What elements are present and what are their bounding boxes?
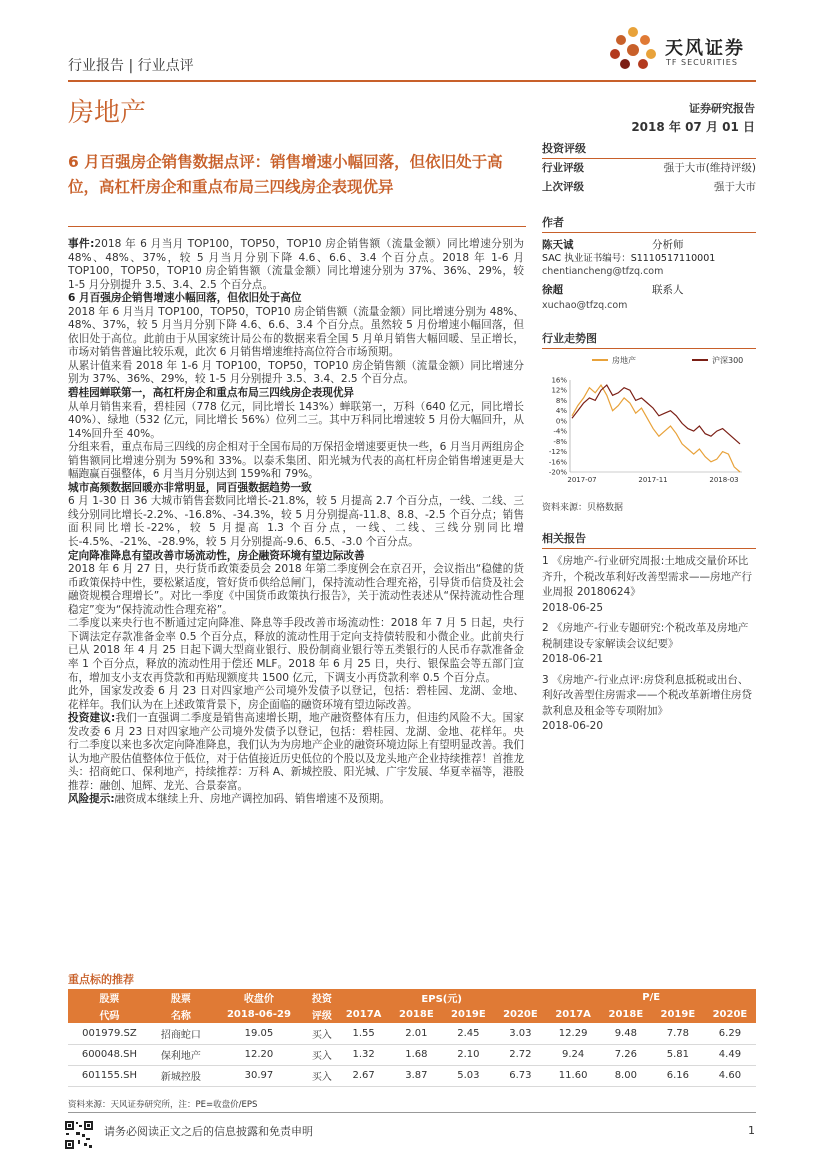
headline-divider: [68, 226, 526, 227]
footer-divider: [68, 1112, 756, 1113]
rating-current: 行业评级 强于大市(维持评级): [542, 162, 756, 174]
y-tick-label: -16%: [548, 458, 567, 467]
table-header-row: 代码 名称 2018-06-29 评级 2017A 2018E 2019E 2020E 2017A 2018E 2019E 2020E: [68, 1006, 756, 1023]
report-label: 证券研究报告: [689, 102, 755, 115]
body-paragraph: 分组来看，重点布局三四线的房企相对于全国布局的万保招金增速要更快一些，6 月当月两组房企销售额同比增速分别为 59%和 33%。以泰禾集团、阳光城为代表的高杠杆房企销售增速更是大幅跑赢百强整体，6 月当月分别达到 159%和 79%。: [68, 441, 524, 481]
rating-previous: 上次评级 强于大市: [542, 181, 756, 193]
brand-sub: TF SECURITIES: [666, 58, 738, 67]
body-text: [68, 238, 524, 807]
table-header-row: 股票 股票 收盘价 投资 EPS(元) P/E: [68, 989, 756, 1006]
footer-disclaimer: 请务必阅读正文之后的信息披露和免责申明: [104, 1125, 313, 1138]
brand-name: 天风证券: [665, 38, 745, 59]
chart-source: 资料来源：贝格数据: [542, 503, 624, 513]
legend-label: 沪深300: [712, 356, 744, 365]
headline: 6 月百强房企销售数据点评：销售增速小幅回落，但依旧处于高位，高杠杆房企和重点布局三四线房企表现优异: [68, 153, 503, 196]
y-tick-label: -12%: [548, 448, 567, 457]
author-email[interactable]: chentiancheng@tfzq.com: [542, 266, 664, 277]
series-line: [572, 385, 740, 472]
series-line: [572, 385, 740, 444]
table-row: 001979.SZ 招商蛇口 19.05 买入 1.55 2.01 2.45 3.03 12.29 9.48 7.78 6.29: [68, 1023, 756, 1044]
related-title: 相关报告: [542, 530, 756, 549]
report-date: 2018 年 07 月 01 日: [631, 120, 755, 134]
y-tick-label: -8%: [553, 437, 567, 446]
body-subhead: 碧桂园蝉联第一，高杠杆房企和重点布局三四线房企表现优异: [68, 387, 355, 400]
qr-code-icon: [64, 1120, 94, 1150]
body-paragraph: 2018 年 6 月 27 日，央行货币政策委员会 2018 年第二季度例会在京召开，会议指出“稳健的货币政策保持中性，要松紧适度，管好货币供给总闸门，保持流动性合理充裕，引导货币信贷及社会融资规模合理增长”。对比一季度《中国货币政策执行报告》，关于流动性表述从“保持流动性合理稳定”变为“保持流动性合理充裕”。: [68, 563, 524, 616]
author-entry: 陈天诚 分析师 SAC 执业证书编号：S1110517110001 chentiancheng@tfzq.com: [542, 239, 756, 278]
page-number: 1: [748, 1124, 755, 1137]
authors-title: 作者: [542, 214, 756, 233]
related-panel: [542, 530, 756, 735]
body-paragraph: 二季度以来央行也不断通过定向降准、降息等手段改善市场流动性：2018 年 7 月 5 日起，央行下调法定存款准备金率 0.5 个百分点，释放的流动性用于定向支持债转股和小微企业。此前央行已从 2018 年 4 月 25 日起下调大型商业银行、股份制商业银行等五类银行的人民币存款准备金率 1 个百分点，释放的流动性用于偿还 MLF。2018 年 6 月 25 日，央行、银保监会等五部门宣布，增加支小支农再贷款和再贴现额度共 1500 亿元，下调支小再贷款利率 0.5 个百分点。: [68, 617, 524, 684]
body-subhead: 6 月百强房企销售增速小幅回落，但依旧处于高位: [68, 292, 302, 305]
report-type: 行业报告 | 行业点评: [68, 58, 194, 74]
body-paragraph: 此外，国家发改委 6 月 23 日对四家地产公司境外发债予以登记，包括：碧桂园、龙湖、金地、花样年。我们认为在上述政策背景下，房企面临的融资环境有望边际改善。: [68, 685, 524, 711]
trend-chart: [542, 350, 756, 490]
body-paragraph: 从累计值来看 2018 年 1-6 月 TOP100，TOP50，TOP10 房企销售额（流量金额）同比增速分别为 37%、36%、29%，较 1-5 月分别提升 3.5、3.4、2.5 个百分点。: [68, 359, 524, 386]
y-tick-label: 8%: [555, 396, 567, 405]
legend-label: 房地产: [612, 356, 636, 365]
y-tick-label: 12%: [551, 386, 567, 395]
x-tick-label: 2018-03: [709, 476, 739, 484]
y-tick-label: -20%: [548, 468, 567, 477]
industry-title: 房地产: [68, 98, 147, 128]
y-tick-label: 0%: [555, 417, 567, 426]
body-paragraph: 风险提示:融资成本继续上升、房地产调控加码、销售增速不及预期。: [68, 793, 391, 806]
related-report[interactable]: 1 《房地产-行业研究周报:土地成交量价环比齐升，个税改革利好改善型需求——房地产行业周报 20180624》 2018-06-25: [542, 555, 752, 614]
table-row: 601155.SH 新城控股 30.97 买入 2.67 3.87 5.03 6.73 11.60 8.00 6.16 4.60: [68, 1065, 756, 1086]
body-paragraph: 投资建议:我们一直强调二季度是销售高速增长期，地产融资整体有压力，但违约风险不大。国家发改委 6 月 23 日对四家地产公司境外发债予以登记，包括：碧桂园、龙湖、金地、花样年。央行二季度以来也多次定向降准降息，我们认为为房地产企业的融资环境边际上有望明显改善。我们认为地产股估值整体位于低位，对于估值接近历史低位的个股以及龙头地产企业持续推荐！首推龙头：招商蛇口、保利地产，持续推荐：万科 A、新城控股、阳光城、广宇发展、华夏幸福等，港股推荐：融创、旭辉、龙光、合景泰富。: [68, 712, 524, 792]
author-email[interactable]: xuchao@tfzq.com: [542, 300, 628, 311]
table-title: 重点标的推荐: [68, 973, 134, 986]
related-report[interactable]: 3 《房地产-行业点评:房贷利息抵税或出台、利好改善型住房需求——个税改革新增住房贷款利息及租金等专项附加》 2018-06-20: [542, 673, 752, 732]
body-subhead: 定向降准降息有望改善市场流动性，房企融资环境有望边际改善: [68, 549, 365, 562]
author-entry: 徐超 联系人 xuchao@tfzq.com: [542, 282, 756, 314]
related-report[interactable]: 2 《房地产-行业专题研究:个税改革及房地产税制建设专家解读会议纪要》 2018-06-21: [542, 622, 749, 665]
x-tick-label: 2017-11: [638, 476, 668, 484]
body-paragraph: 6 月 1-30 日 36 大城市销售套数同比增长-21.8%，较 5 月提高 2.7 个百分点，一线、二线、三线分别同比增长-2.2%、-16.8%、-34.3%，较 5 月分别提高-11.8、8.8、-2.5 个百分点；销售面积同比增长-22%，较 5 月提高 1.3 个百分点，一线、二线、三线分别同比增长-4.5%、-21%、-28.9%，较 5 月分别提高-9.6、6.5、-3.0 个百分点。: [68, 495, 524, 549]
x-tick-label: 2017-07: [567, 476, 597, 484]
table-row: 600048.SH 保利地产 12.20 买入 1.32 1.68 2.10 2.72 9.24 7.26 5.81 4.49: [68, 1044, 756, 1065]
body-subhead: 城市高频数据回暖亦非常明显，同百强数据趋势一致: [68, 481, 312, 494]
stock-table: [68, 989, 756, 1087]
y-tick-label: 16%: [551, 376, 567, 385]
top-divider: [68, 80, 756, 82]
rating-title: 投资评级: [542, 140, 756, 159]
y-tick-label: -4%: [553, 427, 567, 436]
y-tick-label: 4%: [555, 407, 567, 416]
table-note: 资料来源：天风证券研究所，注：PE=收盘价/EPS: [68, 1100, 258, 1110]
authors-panel: [542, 214, 756, 314]
body-paragraph: 从单月销售来看，碧桂园（778 亿元，同比增长 143%）蝉联第一，万科（640 亿元，同比增长 40%）、绿地（532 亿元，同比增长 56%）位列二三。其中万科同比增速较 5 月份大幅回升，从 14%回升至 40%。: [68, 400, 524, 440]
brand-logo-icon: [609, 26, 657, 70]
rating-panel: [542, 140, 756, 197]
trend-title: 行业走势图: [542, 330, 756, 349]
body-paragraph: 事件:2018 年 6 月当月 TOP100，TOP50，TOP10 房企销售额（流量金额）同比增速分别为 48%、48%、37%，较 5 月当月分别下降 4.6、6.6、3.4 个百分点。2018 年 1-6 月 TOP100，TOP50，TOP10 房企销售额（流量金额）同比增速分别为 37%、36%、29%，较 1-5 月分别提升 3.5、3.4、2.5 个百分点。: [68, 238, 524, 291]
body-paragraph: 2018 年 6 月当月 TOP100，TOP50，TOP10 房企销售额（流量金额）同比增速分别为 48%、48%、37%，较 5 月当月分别下降 4.6、6.6、3.4 个百分点。虽然较 5 月份增速小幅回落，但依旧处于高位。此前由于从国家统计局公布的数据来看全国 5 月单月销售大幅回暖、呈正增长，市场对销售普遍比较乐观，此次 6 月销售增速维持高位符合市场预期。: [68, 305, 524, 359]
